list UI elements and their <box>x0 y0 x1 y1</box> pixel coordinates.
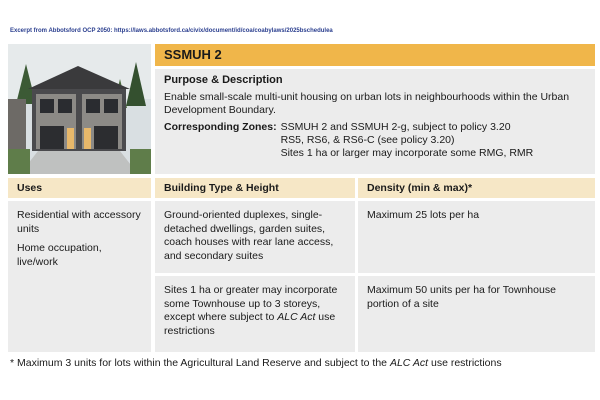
corresponding-zones <box>164 121 586 160</box>
zone-title: SSMUH 2 <box>155 44 595 66</box>
density-cell-2: Maximum 50 units per ha for Townhouse portion of a site <box>358 276 595 352</box>
footnote <box>10 357 502 369</box>
footnote-alc-act: ALC Act <box>389 357 429 369</box>
purpose-text: Enable small-scale multi-unit housing on urban lots in neighbourhoods within the Urban Development Boundary. <box>164 91 570 116</box>
uses-cell <box>8 201 151 352</box>
footnote-pre: * Maximum 3 units for lots within the Agricultural Land Reserve and subject to the <box>10 357 390 369</box>
purpose-heading: Purpose & Description <box>164 74 283 86</box>
footnote-post: use restrictions <box>428 357 502 369</box>
zone-item: Sites 1 ha or larger may incorporate some RMG, RMR <box>280 147 534 159</box>
building-text-pre: Sites 1 ha or greater may incorporate some Townhouse up to 3 storeys, except where subject to <box>164 284 338 323</box>
building-text-post: use restrictions <box>164 311 336 337</box>
zones-label: Corresponding Zones: <box>164 121 277 133</box>
building-cell-2 <box>155 276 355 352</box>
house-photo <box>8 44 151 174</box>
header-uses: Uses <box>8 178 151 198</box>
header-building-type: Building Type & Height <box>155 178 355 198</box>
alc-act-term: ALC Act <box>277 311 316 323</box>
excerpt-source: Excerpt from Abbotsford OCP 2050: https://laws.abbotsford.ca/civix/document/id/coa/coabylaws/2025bschedulea <box>10 28 333 34</box>
zones-list <box>281 121 534 160</box>
header-density: Density (min & max)* <box>358 178 595 198</box>
use-item: Home occupation, live/work <box>17 242 102 268</box>
use-item: Residential with accessory units <box>17 209 141 235</box>
zone-item: SSMUH 2 and SSMUH 2-g, subject to policy 3.20 <box>280 121 511 133</box>
building-cell-1: Ground-oriented duplexes, single-detached dwellings, garden suites, coach houses with rear lane access, and secondary suites <box>155 201 355 273</box>
density-cell-1: Maximum 25 lots per ha <box>358 201 595 273</box>
purpose-section <box>155 69 595 174</box>
zone-item: RS5, RS6, & RS6-C (see policy 3.20) <box>280 134 455 146</box>
